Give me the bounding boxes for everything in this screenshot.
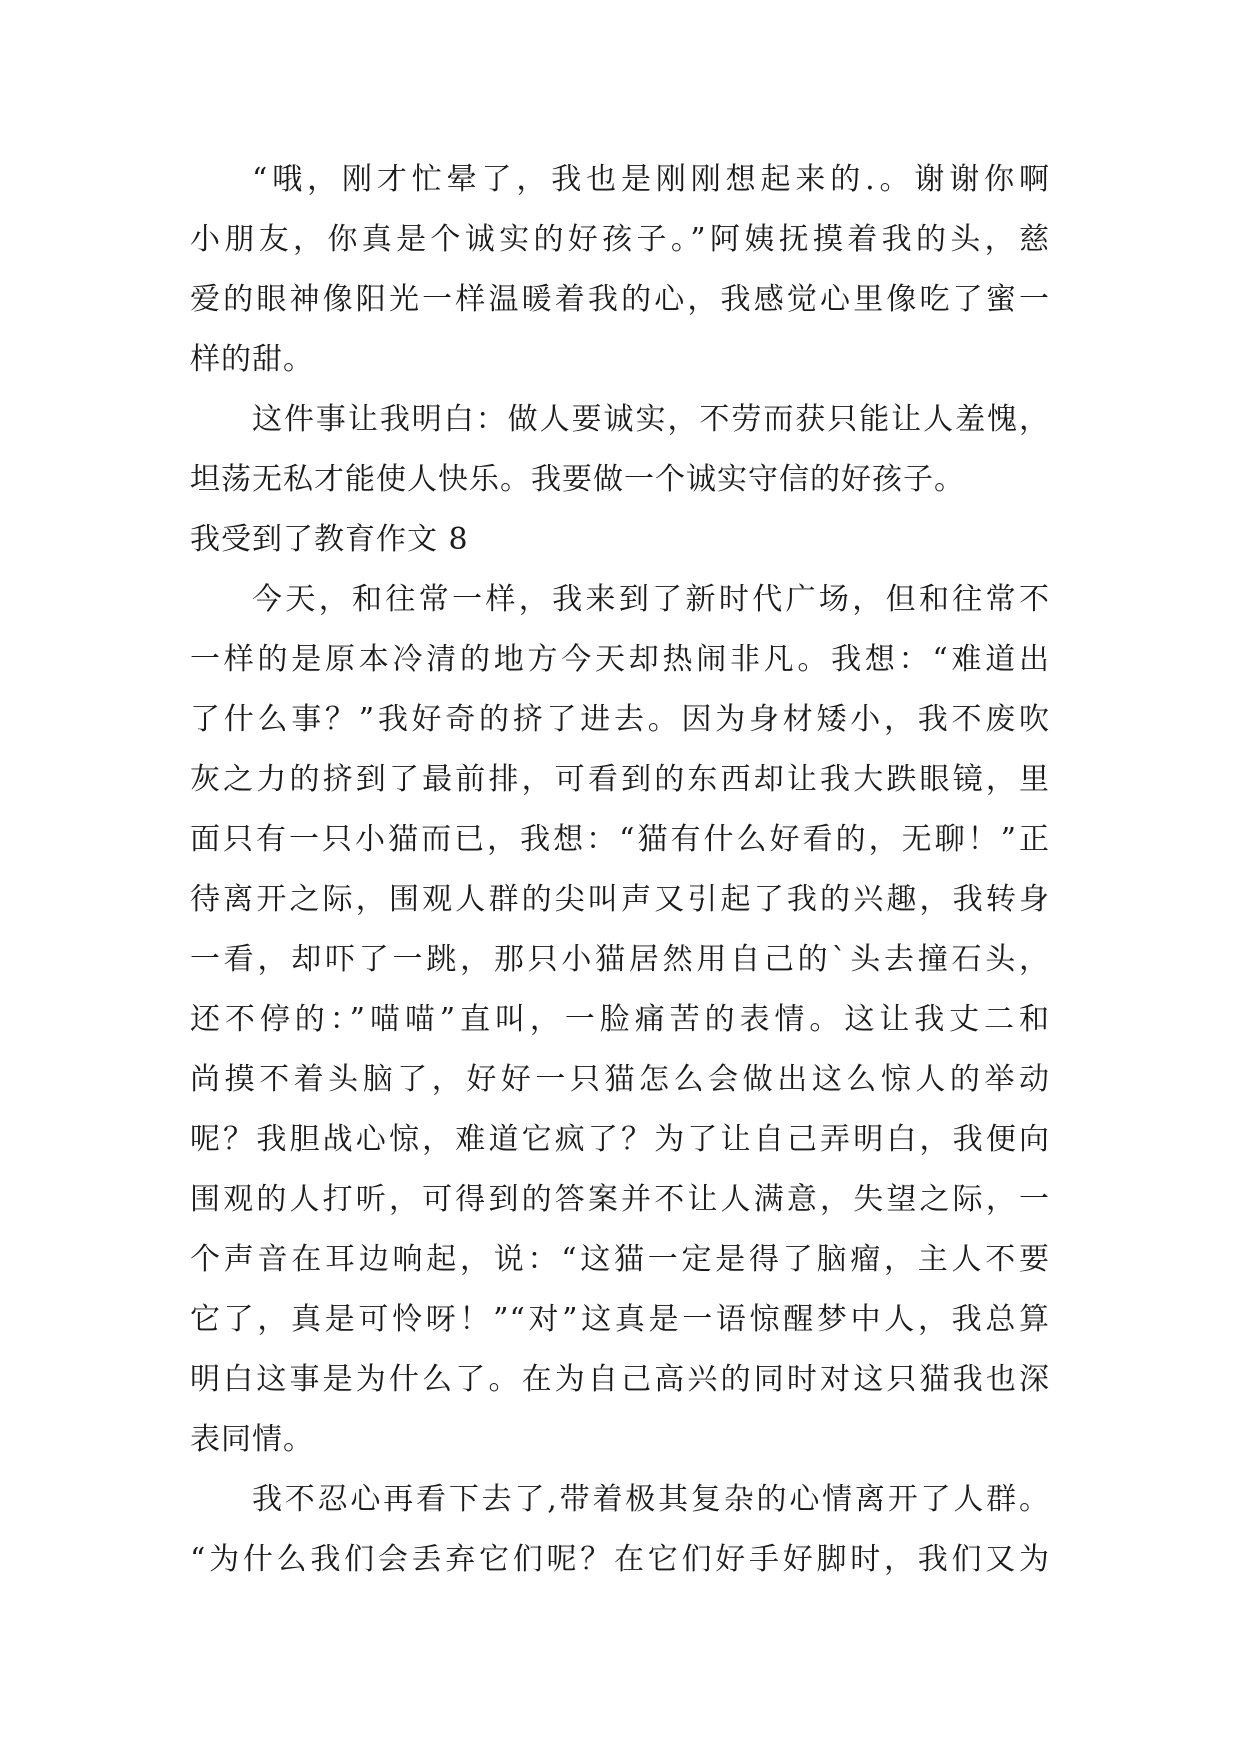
text-line: 样的甜。 [190, 342, 314, 377]
text-line: 今天，和往常一样，我来到了新时代广场，但和往常不 [252, 582, 1050, 617]
text-line: 个声音在耳边响起，说：“这猫一定是得了脑瘤，主人不要 [190, 1242, 1050, 1277]
paragraph-1 [190, 150, 1050, 390]
text-line: 尚摸不着头脑了，好好一只猫怎么会做出这么惊人的举动 [190, 1062, 1050, 1097]
text-line: 它了，真是可怜呀！”“对”这真是一语惊醒梦中人，我总算 [190, 1302, 1050, 1337]
text-line: 这件事让我明白：做人要诚实，不劳而获只能让人羞愧， [252, 402, 1050, 437]
text-line: 小朋友，你真是个诚实的好孩子。”阿姨抚摸着我的头，慈 [190, 222, 1050, 257]
text-line: 了什么事？”我好奇的挤了进去。因为身材矮小，我不废吹 [190, 702, 1050, 737]
text-line: 待离开之际，围观人群的尖叫声又引起了我的兴趣，我转身 [190, 882, 1050, 917]
text-line: 爱的眼神像阳光一样温暖着我的心，我感觉心里像吃了蜜一 [190, 282, 1050, 317]
text-line: 坦荡无私才能使人快乐。我要做一个诚实守信的好孩子。 [190, 462, 965, 497]
text-line: 围观的人打听，可得到的答案并不让人满意，失望之际，一 [190, 1182, 1050, 1217]
text-line: 灰之力的挤到了最前排，可看到的东西却让我大跌眼镜，里 [190, 762, 1050, 797]
text-line: “哦，刚才忙晕了，我也是刚刚想起来的.。谢谢你啊 [252, 162, 1050, 197]
text-line: 明白这事是为什么了。在为自己高兴的同时对这只猫我也深 [190, 1362, 1050, 1397]
paragraph-3 [190, 570, 1050, 1470]
text-line: 呢？我胆战心惊，难道它疯了？为了让自己弄明白，我便向 [190, 1122, 1050, 1157]
text-line: “为什么我们会丢弃它们呢？在它们好手好脚时，我们又为 [190, 1542, 1050, 1577]
text-line: 面只有一只小猫而已，我想：“猫有什么好看的，无聊！”正 [190, 822, 1050, 857]
document-body [190, 150, 1050, 1590]
text-line: 一看，却吓了一跳，那只小猫居然用自己的`头去撞石头， [190, 942, 1050, 977]
text-line: 表同情。 [190, 1422, 314, 1457]
text-line: 还不停的：”喵喵”直叫，一脸痛苦的表情。这让我丈二和 [190, 1002, 1050, 1037]
paragraph-2 [190, 390, 1050, 510]
paragraph-4 [190, 1470, 1050, 1590]
section-heading: 我受到了教育作文 8 [190, 522, 469, 557]
text-line: 一样的是原本冷清的地方今天却热闹非凡。我想：“难道出 [190, 642, 1050, 677]
text-line: 我不忍心再看下去了,带着极其复杂的心情离开了人群。 [252, 1482, 1050, 1517]
